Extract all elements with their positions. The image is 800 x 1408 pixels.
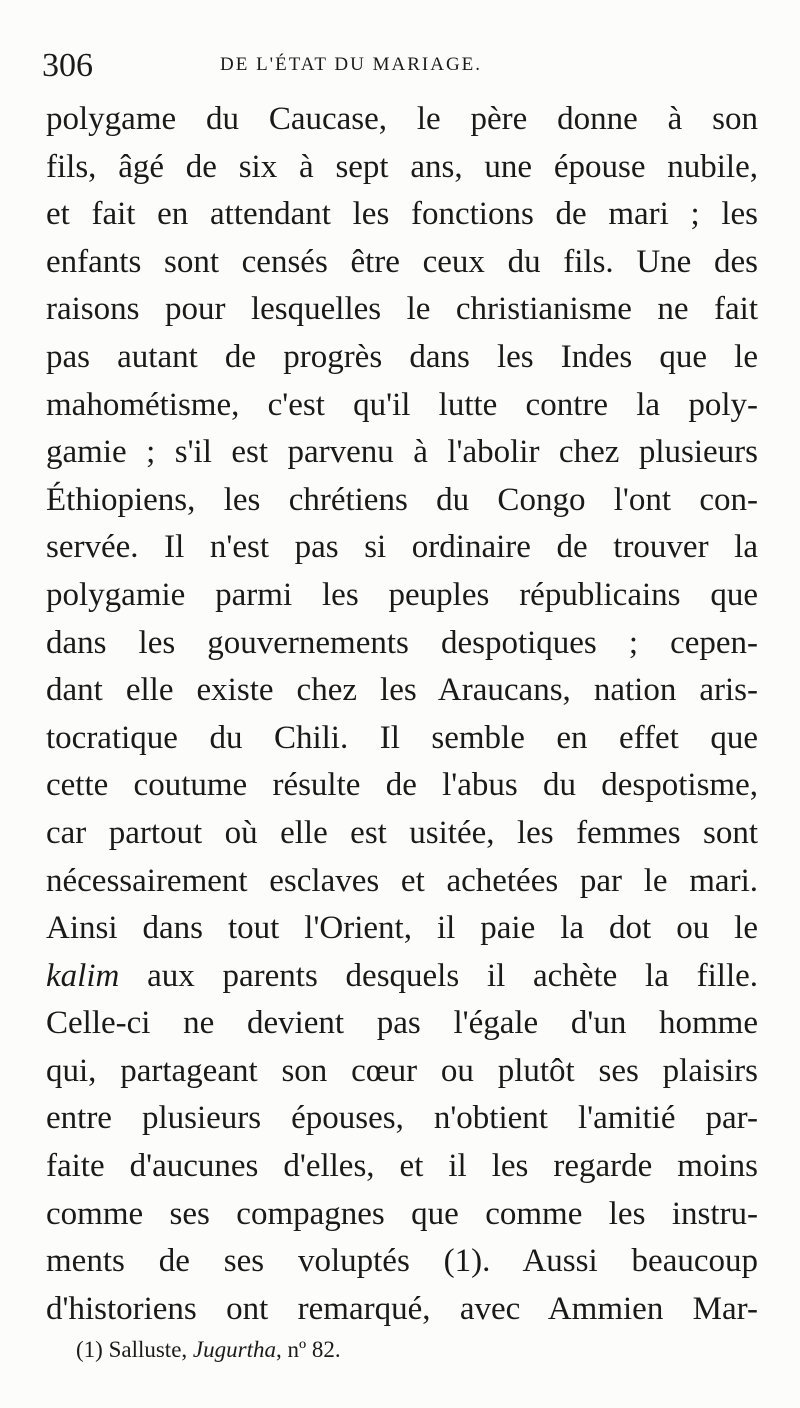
footnote-marker: (1) xyxy=(76,1337,103,1362)
page-header xyxy=(40,44,760,88)
text-line: gamie ; s'il est parvenu à l'abolir chez plusieurs xyxy=(46,434,758,471)
text-line: Éthiopiens, les chrétiens du Congo l'ont con- xyxy=(46,481,758,518)
text-line-with-italic xyxy=(46,953,758,1001)
text-line: fils, âgé de six à sept ans, une épouse nubile, xyxy=(46,148,758,185)
text-line: polygame du Caucase, le père donne à son xyxy=(46,101,758,137)
text-line: enfants sont censés être ceux du fils. Une des xyxy=(46,243,758,280)
footnote-work: Jugurtha xyxy=(192,1337,276,1362)
body-text xyxy=(46,96,758,1333)
text-line: comme ses compagnes que comme les instru- xyxy=(46,1195,758,1232)
text-line: servée. Il n'est pas si ordinaire de trouver la xyxy=(46,529,758,566)
running-head: DE L'ÉTAT DU MARIAGE. xyxy=(220,54,483,75)
text-line: ments de ses voluptés (1). Aussi beaucoup xyxy=(46,1243,758,1280)
text-line: et fait en attendant les fonctions de mari ; les xyxy=(46,196,758,233)
footnote xyxy=(76,1334,676,1366)
text-line: Ainsi dans tout l'Orient, il paie la dot ou le xyxy=(46,910,758,947)
text-line: polygamie parmi les peuples républicains que xyxy=(46,576,758,613)
text-line: pas autant de progrès dans les Indes que le xyxy=(46,338,758,375)
text-line: faite d'aucunes d'elles, et il les regarde moins xyxy=(46,1148,758,1185)
text-line: dant elle existe chez les Araucans, nation aris- xyxy=(46,672,758,709)
text-line: qui, partageant son cœur ou plutôt ses plaisirs xyxy=(46,1052,758,1089)
text-line: car partout où elle est usitée, les femmes sont xyxy=(46,814,758,851)
footnote-author: Salluste, xyxy=(108,1337,188,1362)
footnote-reference: , nº 82. xyxy=(275,1337,341,1362)
text-line: tocratique du Chili. Il semble en effet que xyxy=(46,719,758,756)
text-line-rest: aux parents desquels il achète la fille. xyxy=(147,957,759,994)
text-line: entre plusieurs épouses, n'obtient l'amitié par- xyxy=(46,1100,758,1137)
text-line: nécessairement esclaves et achetées par le mari. xyxy=(46,862,758,899)
page-number: 306 xyxy=(42,47,93,84)
text-line: Celle-ci ne devient pas l'égale d'un homme xyxy=(46,1005,758,1042)
italic-term: kalim xyxy=(46,957,120,994)
text-line: dans les gouvernements despotiques ; cepen- xyxy=(46,624,758,661)
text-line: d'historiens ont remarqué, avec Ammien Mar- xyxy=(46,1290,758,1327)
text-line: cette coutume résulte de l'abus du despotisme, xyxy=(46,767,758,804)
text-line: mahométisme, c'est qu'il lutte contre la poly- xyxy=(46,386,758,423)
text-line: raisons pour lesquelles le christianisme ne fait xyxy=(46,291,758,328)
